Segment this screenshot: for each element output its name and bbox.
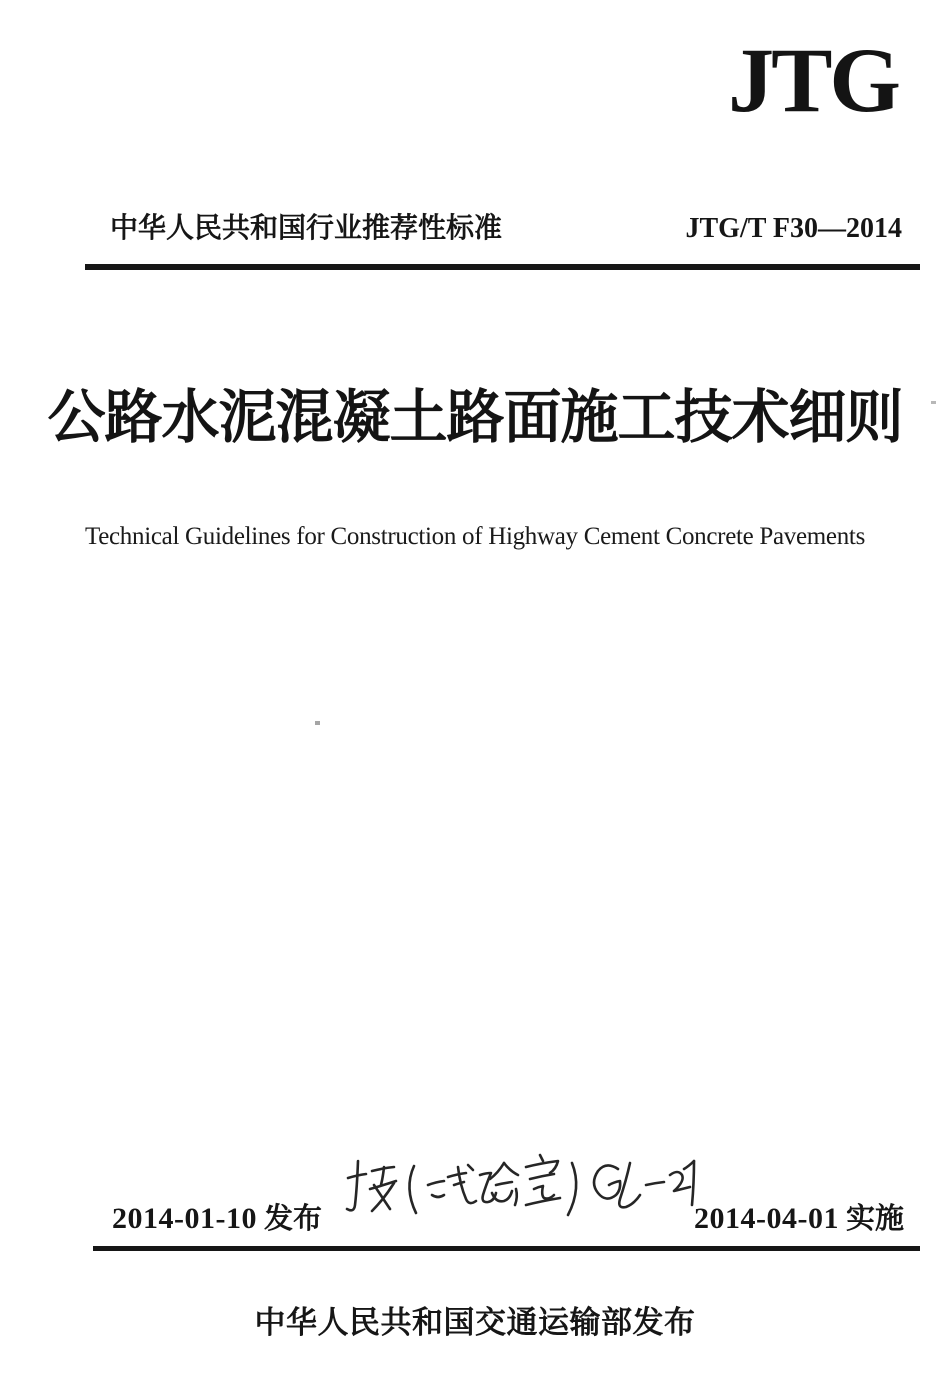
effective-date-group bbox=[694, 1196, 904, 1237]
issue-date-group bbox=[112, 1196, 322, 1237]
document-title-en: Technical Guidelines for Construction of Highway Cement Concrete Pavements bbox=[84, 523, 865, 550]
scan-speck bbox=[315, 721, 320, 725]
document-title-zh: 公路水泥混凝土路面施工技术细则 bbox=[47, 385, 903, 450]
header-rule bbox=[85, 264, 920, 270]
publisher-line: 中华人民共和国交通运输部发布 bbox=[254, 1305, 696, 1340]
standard-type-label: 中华人民共和国行业推荐性标准 bbox=[110, 212, 503, 243]
effective-date-label: 实施 bbox=[845, 1203, 904, 1235]
handwritten-annotation bbox=[328, 1133, 700, 1228]
effective-date: 2014-04-01 bbox=[694, 1202, 839, 1235]
scan-speck bbox=[931, 401, 936, 404]
header-row bbox=[110, 206, 902, 246]
issue-date: 2014-01-10 bbox=[112, 1202, 257, 1235]
footer-rule bbox=[93, 1246, 920, 1251]
jtg-logo: JTG bbox=[728, 29, 898, 131]
issue-date-label: 发布 bbox=[263, 1203, 322, 1235]
standard-number: JTG/T F30—2014 bbox=[685, 213, 902, 244]
